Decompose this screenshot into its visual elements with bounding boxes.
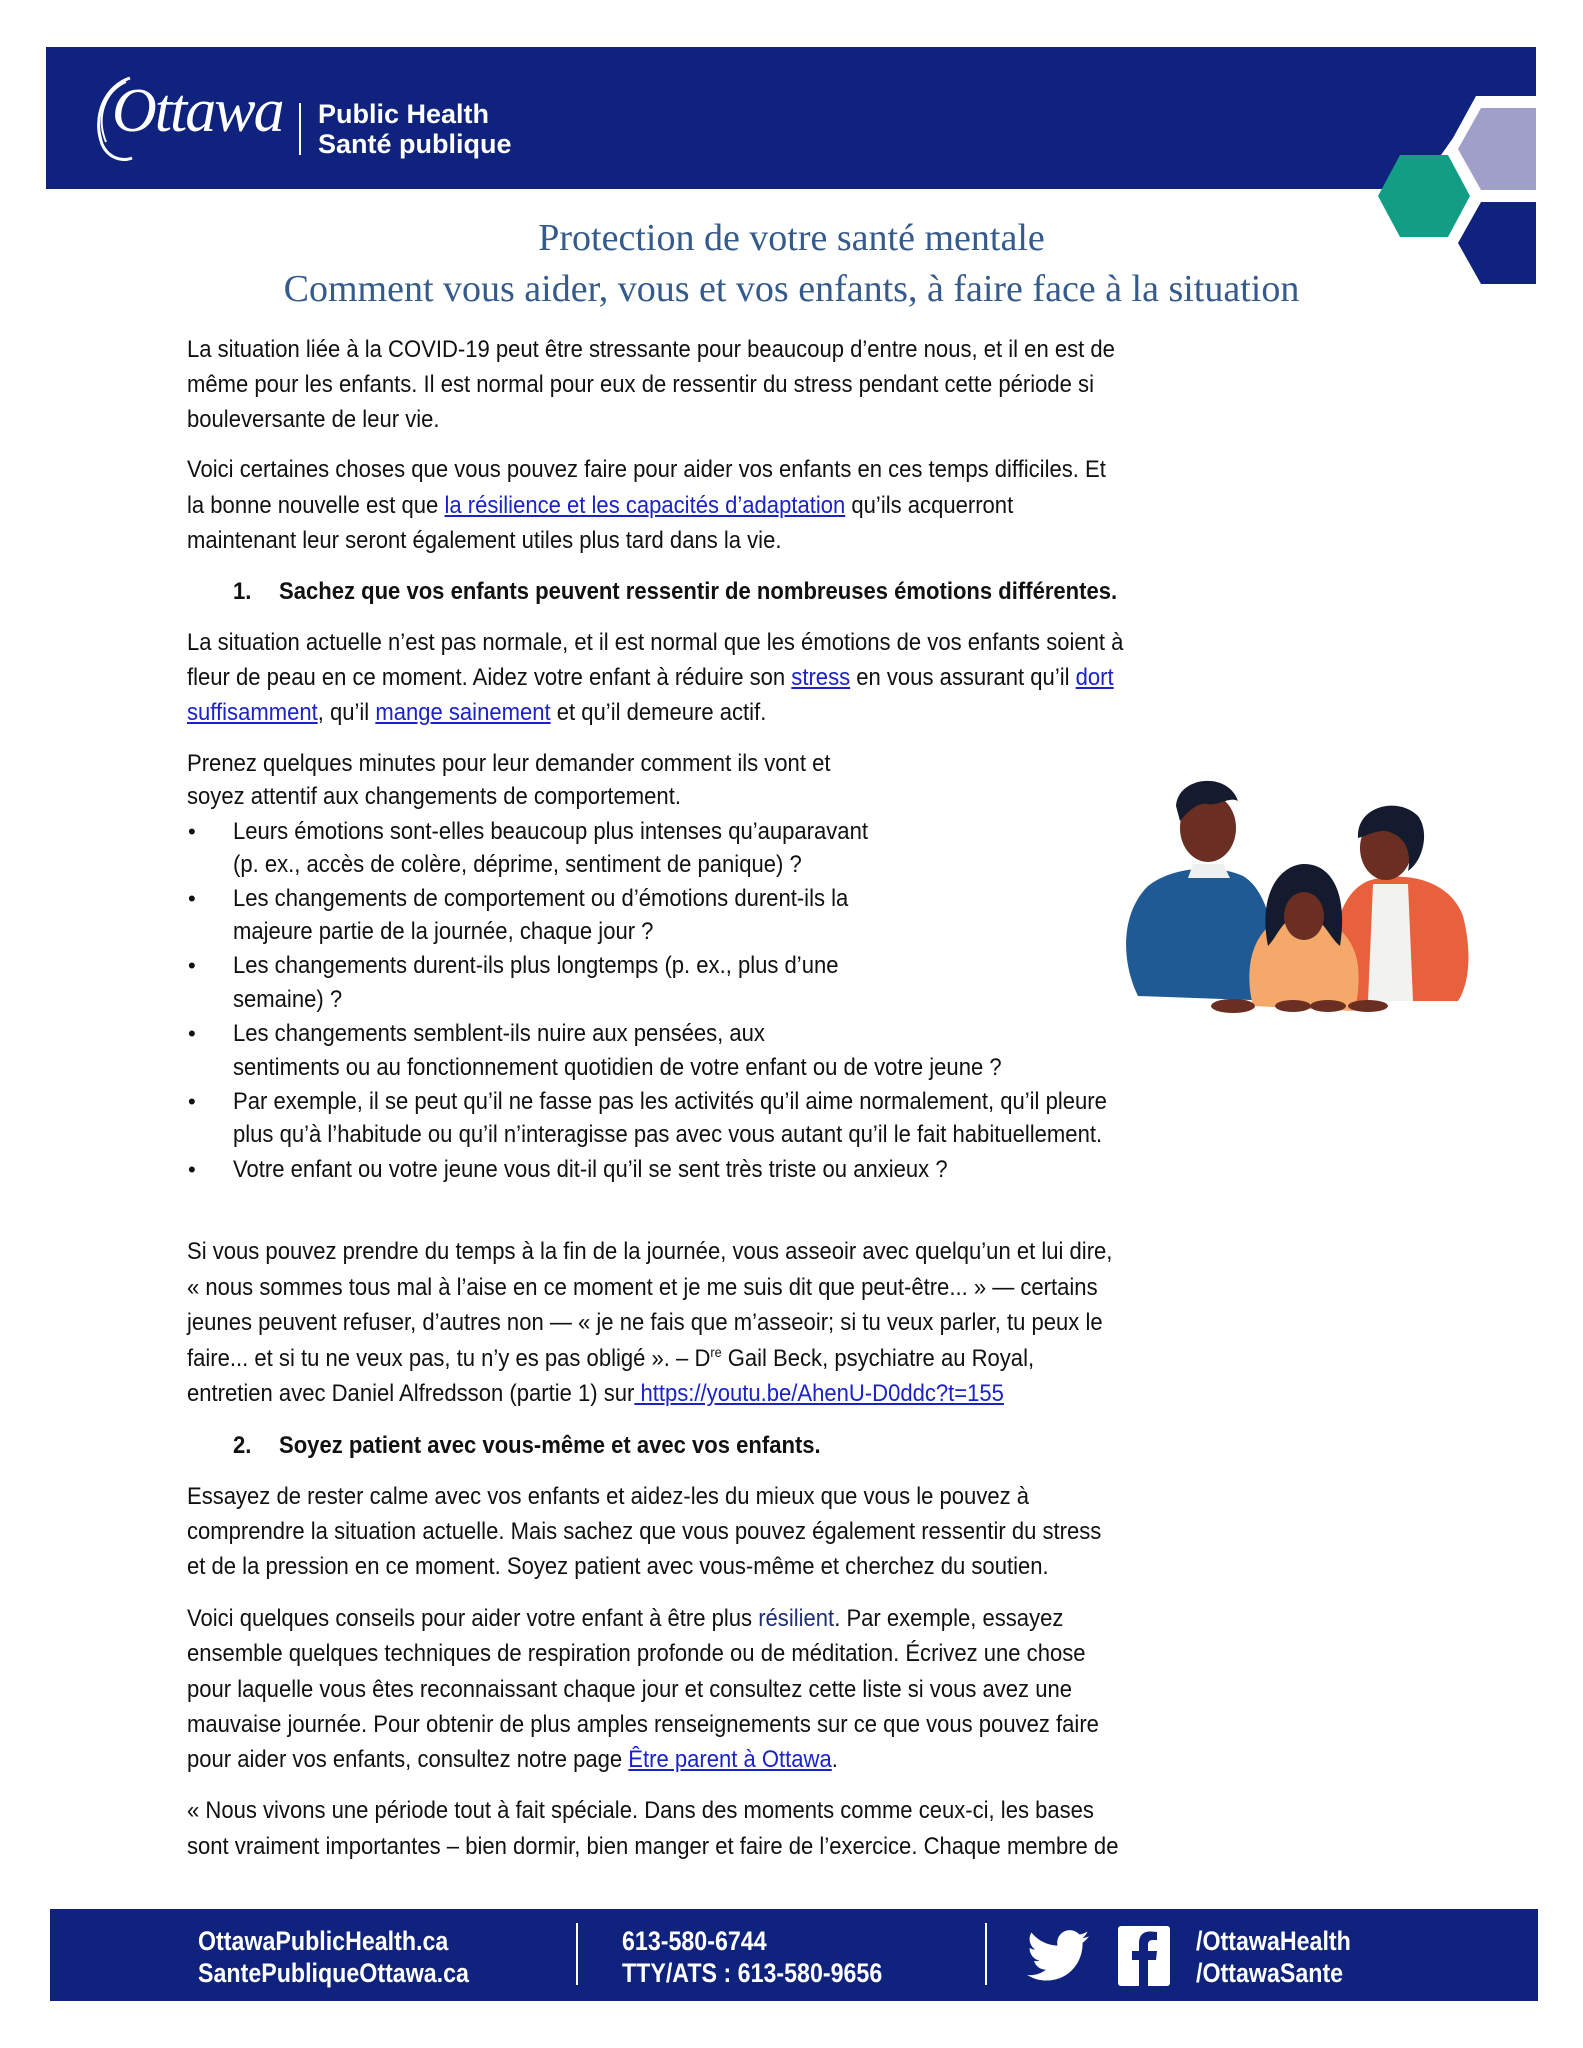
child-head — [1284, 892, 1324, 940]
section2-p-line: ensemble quelques techniques de respiration profonde ou de méditation. Écrivez une chose — [187, 1640, 1086, 1667]
stress-link[interactable]: stress — [791, 664, 851, 691]
section1-number: 1. — [233, 578, 252, 605]
section1-heading: Sachez que vos enfants peuvent ressentir de nombreuses émotions différentes. — [279, 578, 1118, 605]
bullet-item-line: semaine) ? — [233, 986, 343, 1013]
page-subtitle: Comment vous aider, vous et vos enfants, à faire face à la situation — [283, 268, 1300, 310]
ask-line: Prenez quelques minutes pour leur demander comment ils vont et — [187, 750, 831, 777]
section2-heading: Soyez patient avec vous-même et avec vos enfants. — [279, 1432, 821, 1459]
intro-p1-line: même pour les enfants. Il est normal pour eux de ressentir du stress pendant cette période si — [187, 371, 1094, 398]
bullet-item-line: Les changements de comportement ou d’émotions durent-ils la — [233, 885, 849, 912]
bullet-item-line: (p. ex., accès de colère, déprime, sentiment de panique) ? — [233, 851, 802, 878]
text: fleur de peau en ce moment. Aidez votre enfant à réduire son — [187, 664, 792, 691]
father-collar — [1188, 864, 1230, 878]
section2-p-line: Essayez de rester calme avec vos enfants et aidez-les du mieux que vous le pouvez à — [187, 1483, 1030, 1510]
section2-p-line: et de la pression en ce moment. Soyez patient avec vous-même et cherchez du soutien. — [187, 1553, 1049, 1580]
bullet-icon: • — [188, 1021, 196, 1046]
section2-number: 2. — [233, 1432, 252, 1459]
intro-p2-line: maintenant leur seront également utiles plus tard dans la vie. — [187, 527, 782, 554]
section2-p-line: « Nous vivons une période tout à fait spéciale. Dans des moments comme ceux-ci, les bases — [187, 1797, 1094, 1824]
sleep-link[interactable]: dort — [1075, 664, 1114, 691]
text: , qu’il — [317, 699, 376, 726]
quote-line — [187, 1382, 1004, 1407]
text: Voici quelques conseils pour aider votre enfant à être plus — [187, 1605, 759, 1632]
text: . — [831, 1746, 838, 1773]
text: et qu’il demeure actif. — [550, 699, 767, 726]
bullet-item-line: Par exemple, il se peut qu’il ne fasse pas les activités qu’il aime normalement, qu’il pleure — [233, 1088, 1107, 1115]
org-name-fr: Santé publique — [318, 129, 512, 159]
twitter-icon[interactable] — [1027, 1928, 1089, 1984]
quote-line: « nous sommes tous mal à l’aise en ce moment et je me suis dit que peut-être... » — certains — [187, 1274, 1098, 1301]
section2-p-line — [187, 1748, 838, 1773]
bullet-item-line: Les changements durent-ils plus longtemps (p. ex., plus d’une — [233, 952, 839, 979]
bullet-item-line: sentiments ou au fonctionnement quotidien de votre enfant ou de votre jeune ? — [233, 1054, 1002, 1081]
text: entretien avec Daniel Alfredsson (partie 1) sur — [187, 1380, 635, 1407]
facebook-icon[interactable] — [1118, 1926, 1170, 1986]
bullet-item-line: plus qu’à l’habitude ou qu’il n’interagisse pas avec vous autant qu’il le fait habituellement. — [233, 1121, 1103, 1148]
intro-p2-line: Voici certaines choses que vous pouvez faire pour aider vos enfants en ces temps difficiles. Et — [187, 456, 1106, 483]
resilience-link[interactable]: la résilience et les capacités d’adaptation — [444, 492, 846, 519]
hand — [1275, 1000, 1311, 1012]
hand — [1348, 1000, 1388, 1012]
bullet-item-line: Leurs émotions sont-elles beaucoup plus intenses qu’auparavant — [233, 818, 868, 845]
section1-p-line: La situation actuelle n’est pas normale, et il est normal que les émotions de vos enfants soient à — [187, 629, 1124, 656]
bullet-icon: • — [188, 953, 196, 978]
text: la bonne nouvelle est que — [187, 492, 445, 519]
footer-social-en[interactable]: /OttawaHealth — [1196, 1926, 1351, 1956]
footer-tty: TTY/ATS : 613-580-9656 — [622, 1958, 883, 1988]
text: en vous assurant qu’il — [850, 664, 1076, 691]
text: . Par exemple, essayez — [834, 1605, 1064, 1632]
footer-social-fr[interactable]: /OttawaSante — [1196, 1958, 1344, 1988]
intro-p2-line — [187, 494, 1013, 519]
healthy-eating-link[interactable]: mange sainement — [375, 699, 551, 726]
bullet-item-line: Les changements semblent-ils nuire aux pensées, aux — [233, 1020, 765, 1047]
text: faire... et si tu ne veux pas, tu n’y es pas obligé ». – D — [187, 1345, 711, 1372]
footer-phone: 613-580-6744 — [622, 1926, 767, 1956]
section2-p-line: sont vraiment importantes – bien dormir, bien manger et faire de l’exercice. Chaque membre de — [187, 1833, 1119, 1860]
family-illustration — [1118, 766, 1474, 1020]
text: pour aider vos enfants, consultez notre page — [187, 1746, 629, 1773]
section1-p-line — [187, 701, 766, 726]
bullet-icon: • — [188, 819, 196, 844]
section2-p-line — [187, 1607, 1063, 1632]
footer-site-fr[interactable]: SantePubliqueOttawa.ca — [198, 1958, 469, 1988]
hand — [1211, 999, 1255, 1013]
section2-p-line: comprendre la situation actuelle. Mais sachez que vous pouvez également ressentir du stress — [187, 1518, 1102, 1545]
text: qu’ils acquerront — [845, 492, 1014, 519]
text: Gail Beck, psychiatre au Royal, — [721, 1345, 1035, 1372]
sleep-link-cont[interactable]: suffisamment — [187, 699, 318, 726]
parenting-ottawa-link[interactable]: Être parent à Ottawa — [628, 1746, 832, 1773]
quote-line: Si vous pouvez prendre du temps à la fin de la journée, vous asseoir avec quelqu’un et lui dire, — [187, 1238, 1113, 1265]
section2-p-line: pour laquelle vous êtes reconnaissant chaque jour et consultez cette liste si vous avez une — [187, 1676, 1072, 1703]
footer-divider — [576, 1923, 578, 1985]
youtube-link[interactable]: https://youtu.be/AhenU-D0ddc?t=155 — [634, 1380, 1004, 1407]
bullet-item-line: Votre enfant ou votre jeune vous dit-il qu’il se sent très triste ou anxieux ? — [233, 1156, 948, 1183]
bullet-icon: • — [188, 886, 196, 911]
footer-divider — [985, 1923, 987, 1985]
page-title: Protection de votre santé mentale — [538, 217, 1045, 259]
section1-p-line — [187, 666, 1114, 691]
bullet-icon: • — [188, 1157, 196, 1182]
intro-p1-line: bouleversante de leur vie. — [187, 406, 440, 433]
ottawa-logo: Ottawa — [112, 77, 283, 145]
superscript: re — [710, 1344, 722, 1360]
hand — [1310, 1000, 1346, 1012]
quote-line — [187, 1344, 1035, 1372]
ask-line: soyez attentif aux changements de comportement. — [187, 783, 681, 810]
section2-p-line: mauvaise journée. Pour obtenir de plus amples renseignements sur ce que vous pouvez faire — [187, 1711, 1099, 1738]
footer-site-en[interactable]: OttawaPublicHealth.ca — [198, 1926, 449, 1956]
quote-line: jeunes peuvent refuser, d’autres non — « je ne fais que m’asseoir; si tu veux parler, tu peux le — [187, 1309, 1103, 1336]
mother-top — [1368, 884, 1413, 1001]
bullet-item-line: majeure partie de la journée, chaque jour ? — [233, 918, 654, 945]
resilient-link[interactable]: résilient — [758, 1605, 835, 1632]
bullet-icon: • — [188, 1089, 196, 1114]
org-name-en: Public Health — [318, 99, 490, 129]
logo-divider — [299, 103, 301, 155]
intro-p1-line: La situation liée à la COVID-19 peut être stressante pour beaucoup d’entre nous, et il en est de — [187, 336, 1115, 363]
